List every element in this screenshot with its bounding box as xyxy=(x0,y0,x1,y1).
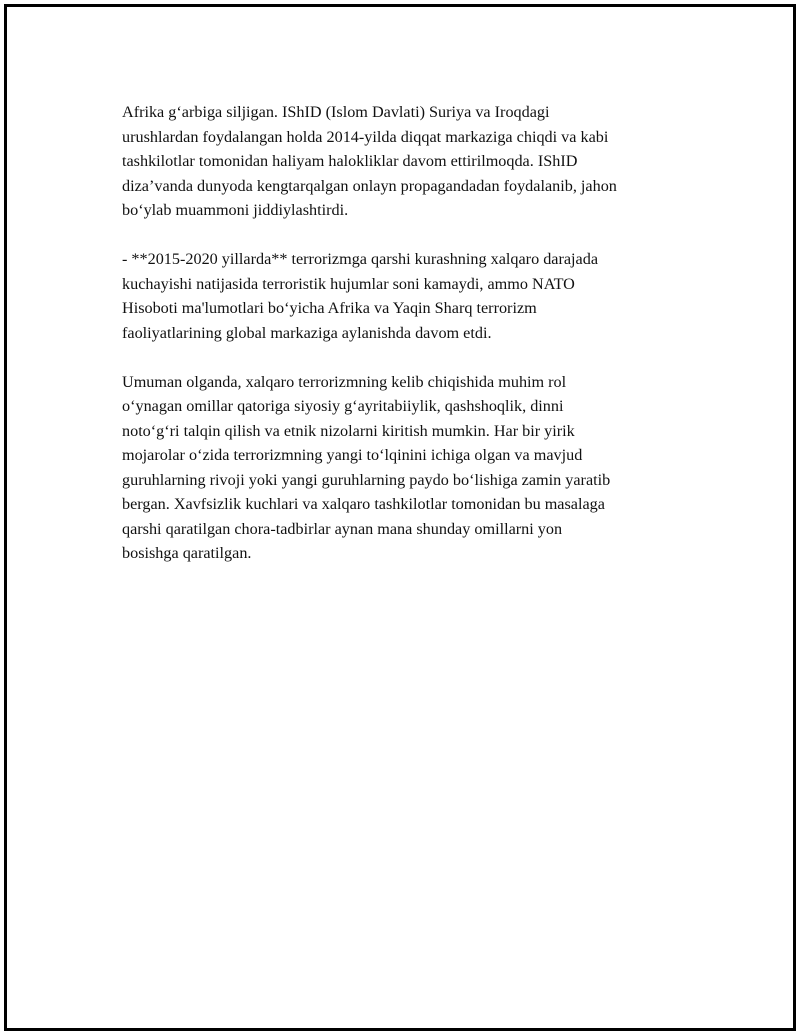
document-body xyxy=(122,100,697,590)
paragraph-2015-2020: - **2015-2020 yillarda** terrorizmga qarshi kurashning xalqaro darajada kuchayishi natijasida terroristik hujumlar soni kamaydi, ammo NATO Hisoboti ma'lumotlari bo‘yicha Afrika va Yaqin Sharq terrorizm faoliyatlarining global markaziga aylanishda davom etdi. xyxy=(122,250,599,342)
paragraph-isis: Afrika g‘arbiga siljigan. IShID (Islom Davlati) Suriya va Iroqdagi urushlardan foydalangan holda 2014-yilda diqqat markaziga chiqdi va kabi tashkilotlar tomonidan haliyam halokliklar davom ettirilmoqda. IShID diza’vanda dunyoda kengtarqalgan onlayn propagandadan foydalanib, jahon bo‘ylab muammoni jiddiylashtirdi. xyxy=(122,103,617,219)
paragraph-summary: Umuman olganda, xalqaro terrorizmning kelib chiqishida muhim rol o‘ynagan omillar qatoriga siyosiy g‘ayritabiiylik, qashshoqlik, dinni noto‘g‘ri talqin qilish va etnik nizolarni kiritish mumkin. Har bir yirik mojarolar o‘zida terrorizmning yangi to‘lqinini ichiga olgan va mavjud guruhlarning rivoji yoki yangi guruhlarning paydo bo‘lishiga zamin yaratib bergan. Xavfsizlik kuchlari va xalqaro tashkilotlar tomonidan bu masalaga qarshi qaratilgan chora-tadbirlar aynan mana shunday omillarni yon bosishga qaratilgan. xyxy=(122,372,611,562)
document-page xyxy=(4,4,796,1031)
